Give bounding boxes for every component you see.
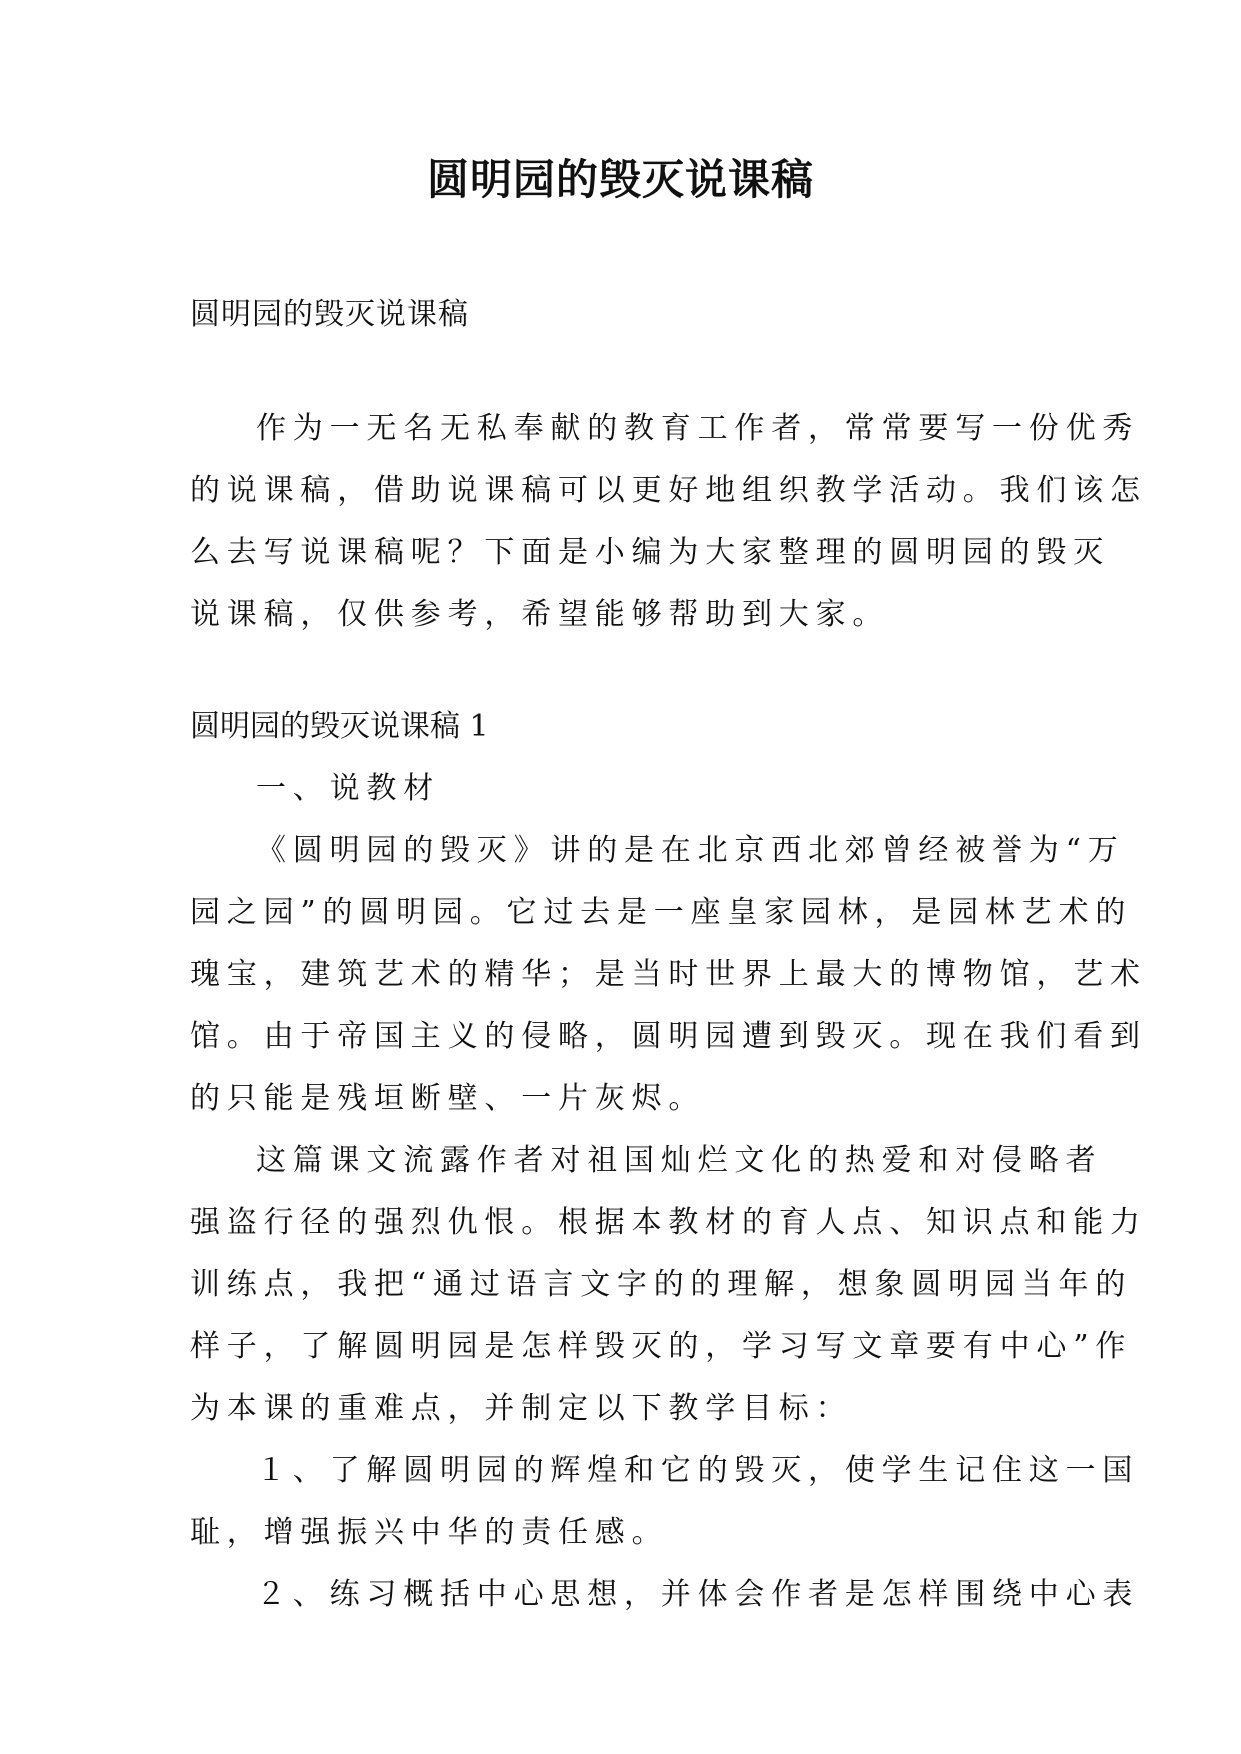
paragraph-line: 馆。由于帝国主义的侵略，圆明园遭到毁灭。现在我们看到 [190,1019,1147,1054]
document-subtitle: 圆明园的毁灭说课稿 [190,297,469,332]
paragraph-line: 的说课稿，借助说课稿可以更好地组织教学活动。我们该怎 [190,473,1147,508]
paragraph-line: 的只能是残垣断壁、一片灰烬。 [190,1081,706,1116]
paragraph-line: ２、练习概括中心思想，并体会作者是怎样围绕中心表 [256,1577,1140,1612]
document-body [190,284,1147,1626]
goal-1 [190,1440,1140,1564]
spacer [190,346,1048,398]
section-heading: 一、说教材 [256,771,440,806]
intro-paragraph [190,398,1147,646]
paragraph-line: 训练点，我把“通过语言文字的的理解，想象圆明园当年的 [190,1267,1133,1302]
paragraph-2 [190,1130,1147,1440]
paragraph-line: 耻，增强振兴中华的责任感。 [190,1515,669,1550]
document-title: 圆明园的毁灭说课稿 [426,155,814,204]
paragraph-line: 为本课的重难点，并制定以下教学目标： [190,1391,853,1426]
paragraph-line: 强盗行径的强烈仇恨。根据本教材的育人点、知识点和能力 [190,1205,1147,1240]
section-title: 圆明园的毁灭说课稿 1 [190,709,489,744]
paragraph-line: 园之园”的圆明园。它过去是一座皇家园林，是园林艺术的 [190,895,1133,930]
paragraph-line: 么去写说课稿呢？下面是小编为大家整理的圆明园的毁灭 [190,535,1110,570]
paragraph-line: 瑰宝，建筑艺术的精华；是当时世界上最大的博物馆，艺术 [190,957,1147,992]
goal-2 [190,1564,1140,1626]
paragraph-line: 这篇课文流露作者对祖国灿烂文化的热爱和对侵略者 [256,1143,1103,1178]
paragraph-line: 说课稿，仅供参考，希望能够帮助到大家。 [190,597,890,632]
paragraph-line: 《圆明园的毁灭》讲的是在北京西北郊曾经被誉为“万 [256,833,1125,868]
paragraph-line: 作为一无名无私奉献的教育工作者，常常要写一份优秀 [256,411,1140,446]
spacer [190,646,1048,696]
paragraph-1 [190,820,1147,1130]
paragraph-line: １、了解圆明园的辉煌和它的毁灭，使学生记住这一国 [256,1453,1140,1488]
paragraph-line: 样子，了解圆明园是怎样毁灭的，学习写文章要有中心”作 [190,1329,1133,1364]
